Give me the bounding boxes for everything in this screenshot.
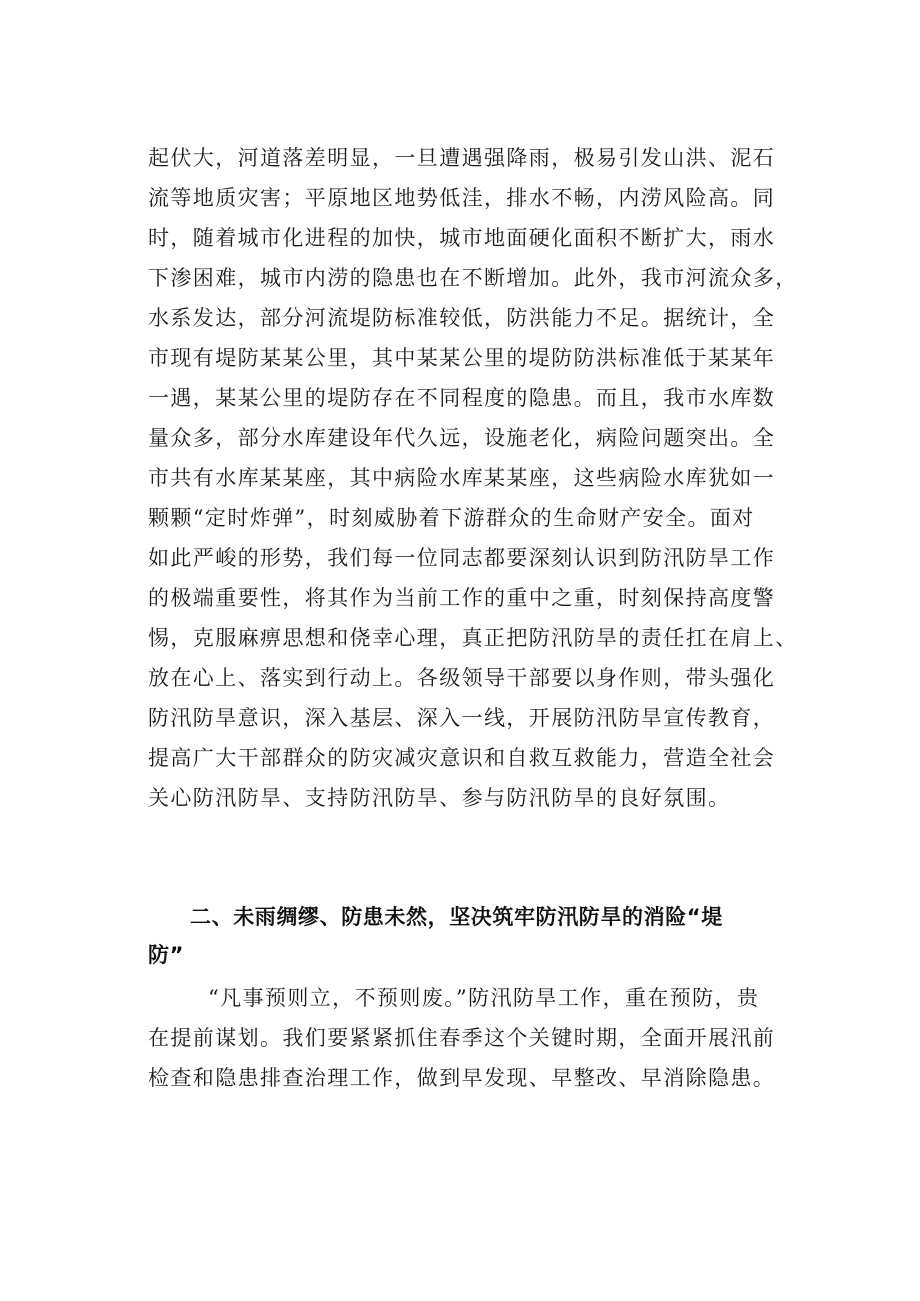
text-line: 水系发达，部分河流堤防标准较低，防洪能力不足。据统计，全 xyxy=(148,306,776,330)
heading-line: 防” xyxy=(148,943,185,967)
text-line: 流等地质灾害；平原地区地势低洼，排水不畅，内涝风险高。同 xyxy=(148,186,776,210)
text-line: 下渗困难，城市内涝的隐患也在不断增加。此外，我市河流众多， xyxy=(148,266,798,290)
text-line: 如此严峻的形势，我们每一位同志都要深刻认识到防汛防旱工作 xyxy=(148,546,776,570)
text-line: 防汛防旱意识，深入基层、深入一线，开展防汛防旱宣传教育， xyxy=(148,706,776,730)
text-line: 起伏大，河道落差明显，一旦遭遇强降雨，极易引发山洪、泥石 xyxy=(148,146,776,170)
text-line: 提高广大干部群众的防灾减灾意识和自救互救能力，营造全社会 xyxy=(148,746,776,770)
body-paragraph-continued xyxy=(148,138,798,818)
text-line: 放在心上、落实到行动上。各级领导干部要以身作则，带头强化 xyxy=(148,666,776,690)
section-heading xyxy=(148,898,798,974)
text-line: 在提前谋划。我们要紧紧抓住春季这个关键时期，全面开展汛前 xyxy=(148,1026,776,1050)
text-line: 关心防汛防旱、支持防汛防旱、参与防汛防旱的良好氛围。 xyxy=(148,786,731,810)
text-line: 检查和隐患排查治理工作，做到早发现、早整改、早消除隐患。 xyxy=(148,1066,776,1090)
text-line: 颗颗“定时炸弹”，时刻威胁着下游群众的生命财产安全。面对 xyxy=(148,506,755,530)
text-line: 市现有堤防某某公里，其中某某公里的堤防防洪标准低于某某年 xyxy=(148,346,776,370)
text-line: 量众多，部分水库建设年代久远，设施老化，病险问题突出。全 xyxy=(148,426,776,450)
text-line: “凡事预则立，不预则废。”防汛防旱工作，重在预防，贵 xyxy=(208,986,760,1010)
text-line: 的极端重要性，将其作为当前工作的重中之重，时刻保持高度警 xyxy=(148,586,776,610)
text-line: 市共有水库某某座，其中病险水库某某座，这些病险水库犹如一 xyxy=(148,466,776,490)
text-line: 一遇，某某公里的堤防存在不同程度的隐患。而且，我市水库数 xyxy=(148,386,776,410)
text-line: 惕，克服麻痹思想和侥幸心理，真正把防汛防旱的责任扛在肩上、 xyxy=(148,626,798,650)
text-line: 时，随着城市化进程的加快，城市地面硬化面积不断扩大，雨水 xyxy=(148,226,776,250)
body-paragraph-new xyxy=(148,978,798,1098)
heading-line: 二、未雨绸缪、防患未然，坚决筑牢防汛防旱的消险“堤 xyxy=(190,905,723,929)
